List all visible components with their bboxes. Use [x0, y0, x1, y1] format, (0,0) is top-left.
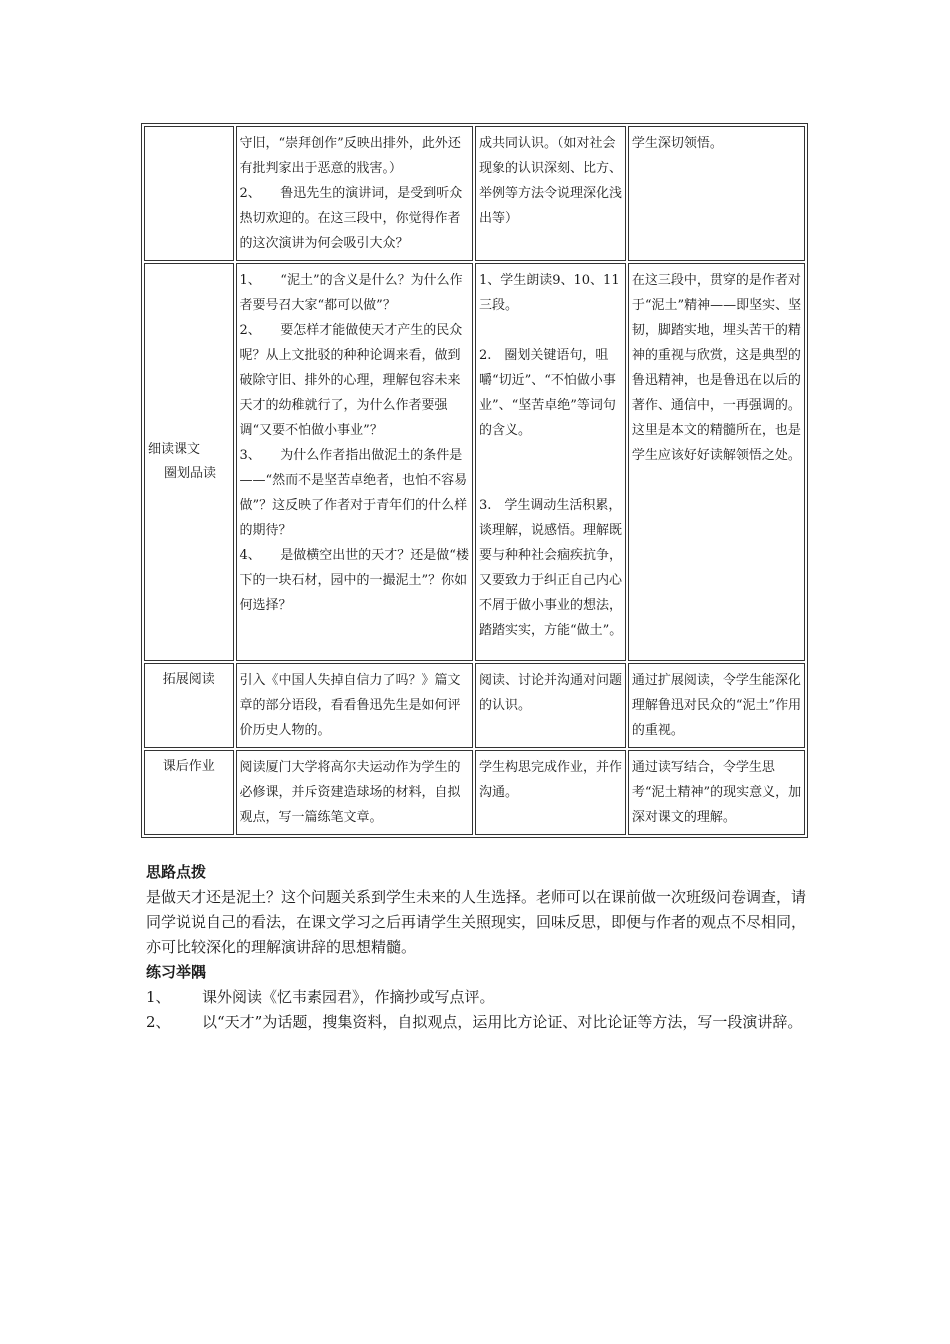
cell-text: 3、 为什么作者指出做泥土的条件是——“然而不是坚苦卓绝者，也怕不容易做”？这反映了作者对于青年们的什么样的期待？: [239, 448, 468, 538]
row-label: [144, 126, 234, 261]
cell-text: 通过扩展阅读，令学生能深化理解鲁迅对民众的“泥土”作用的重视。: [631, 673, 802, 738]
exercise-item: [146, 985, 806, 1010]
table-row: [144, 750, 805, 835]
student-cell: [475, 750, 626, 835]
exercise-number: 1、: [146, 988, 171, 1006]
row-label: 课后作业: [144, 750, 234, 835]
row-label: [144, 263, 234, 661]
silu-section: [146, 860, 806, 960]
table-row: [144, 263, 805, 661]
silu-heading: 思路点拨: [146, 863, 207, 881]
cell-text: 学生构思完成作业，并作沟通。: [478, 760, 622, 800]
row-label-line: 细读课文: [148, 442, 201, 457]
activity-cell: [236, 750, 473, 835]
intent-cell: [628, 126, 805, 261]
cell-text: 学生深切领悟。: [631, 136, 723, 151]
table-row: [144, 663, 805, 748]
cell-text: 阅读、讨论并沟通对问题的认识。: [478, 673, 622, 713]
cell-text: 在这三段中，贯穿的是作者对于“泥土”精神——即坚实、坚韧，脚踏实地，埋头苦干的精神的重视与欣赏，这是典型的鲁迅精神，也是鲁迅在以后的著作、通信中，一再强调的。这里是本文的精髓所在，也是学生应该好好读解领悟之处。: [631, 273, 802, 463]
row-label: 拓展阅读: [144, 663, 234, 748]
cell-text: 通过读写结合，令学生思考“泥土精神”的现实意义，加深对课文的理解。: [631, 760, 802, 825]
activity-cell: [236, 663, 473, 748]
cell-text: 成共同认识。（如对社会现象的认识深刻、比方、举例等方法令说理深化浅出等）: [478, 136, 622, 226]
lianxi-heading: 练习举隅: [146, 963, 207, 981]
exercise-text: 课外阅读《忆韦素园君》，作摘抄或写点评。: [202, 988, 495, 1006]
cell-text: 守旧，“崇拜创作”反映出排外，此外还有批判家出于恶意的戕害。）: [239, 136, 461, 176]
cell-text: 2、 鲁迅先生的演讲词，是受到听众热切欢迎的。在这三段中，你觉得作者的这次演讲为何会吸引大众？: [239, 186, 463, 251]
student-cell: [475, 663, 626, 748]
exercise-number: 2、: [146, 1013, 171, 1031]
row-label-line: 圈划品读: [164, 466, 217, 481]
activity-cell: [236, 263, 473, 661]
intent-cell: [628, 750, 805, 835]
cell-text: 2、 要怎样才能做使天才产生的民众呢？从上文批驳的种种论调来看，做到破除守旧、排外的心理，理解包容未来天才的幼稚就行了，为什么作者要强调“又要不怕做小事业”？: [239, 323, 463, 438]
cell-text: 2. 圈划关键语句，咀嚼“切近”、“不怕做小事业”、“坚苦卓绝”等词句的含义。: [478, 348, 616, 438]
lianxi-section: [146, 960, 806, 1035]
student-cell: [475, 126, 626, 261]
student-cell: [475, 263, 626, 661]
intent-cell: [628, 263, 805, 661]
cell-text: 3. 学生调动生活积累，谈理解，说感悟。理解既要与种种社会痼疾抗争，又要致力于纠正自己内心不屑于做小事业的想法，踏踏实实，方能“做土”。: [478, 498, 623, 638]
table-row: [144, 126, 805, 261]
cell-text: 1、学生朗读9、10、11三段。: [478, 273, 620, 313]
lesson-plan-table: [141, 123, 808, 838]
cell-text: 4、 是做横空出世的天才？还是做“楼下的一块石材，园中的一撮泥土”？你如何选择？: [239, 548, 469, 613]
exercise-text: 以“天才”为话题，搜集资料，自拟观点，运用比方论证、对比论证等方法，写一段演讲辞。: [202, 1013, 803, 1031]
silu-text: 是做天才还是泥土？这个问题关系到学生未来的人生选择。老师可以在课前做一次班级问卷调查，请同学说说自己的看法，在课文学习之后再请学生关照现实，回味反思，即便与作者的观点不尽相同，亦可比较深化的理解演讲辞的思想精髓。: [146, 888, 807, 956]
activity-cell: [236, 126, 473, 261]
cell-text: 引入《中国人失掉自信力了吗？》篇文章的部分语段，看看鲁迅先生是如何评价历史人物的。: [239, 673, 461, 738]
intent-cell: [628, 663, 805, 748]
cell-text: 1、 “泥土”的含义是什么？为什么作者要号召大家“都可以做”？: [239, 273, 463, 313]
exercise-item: [146, 1010, 806, 1035]
cell-text: 阅读厦门大学将高尔夫运动作为学生的必修课，并斥资建造球场的材料，自拟观点，写一篇练笔文章。: [239, 760, 461, 825]
